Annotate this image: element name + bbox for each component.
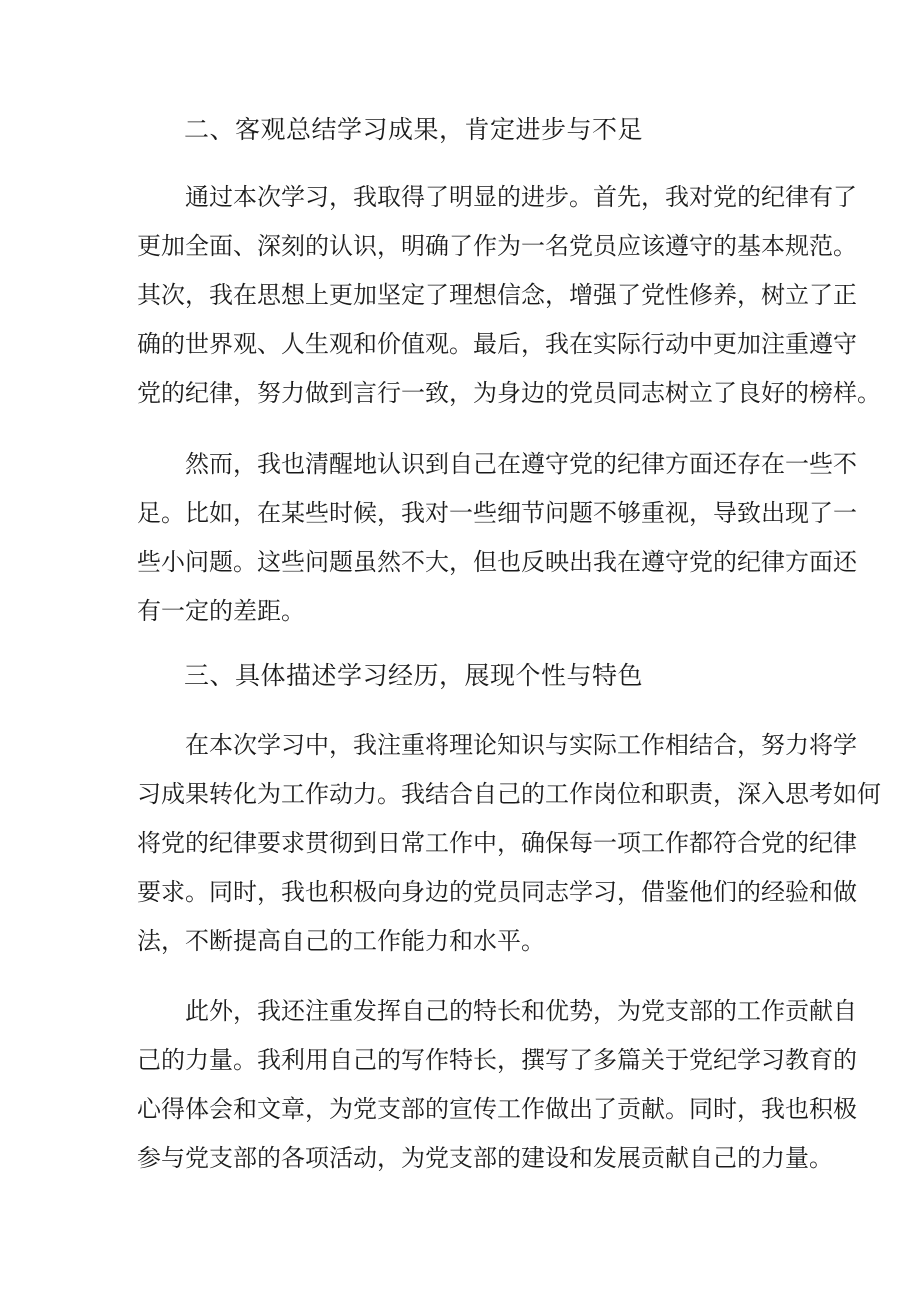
paragraph-line: 通过本次学习，我取得了明显的进步。首先，我对党的纪律有了 — [185, 183, 857, 211]
paragraph-line: 其次，我在思想上更加坚定了理想信念，增强了党性修养，树立了正 — [137, 281, 857, 309]
section-2-paragraph-2 — [137, 440, 857, 636]
section-3-paragraph-1 — [137, 721, 881, 966]
paragraph-line: 确的世界观、人生观和价值观。最后，我在实际行动中更加注重遵守 — [137, 330, 857, 358]
paragraph-line: 己的力量。我利用自己的写作特长，撰写了多篇关于党纪学习教育的 — [137, 1046, 857, 1074]
section-3-paragraph-2 — [137, 987, 857, 1183]
paragraph-line: 参与党支部的各项活动，为党支部的建设和发展贡献自己的力量。 — [137, 1144, 833, 1172]
paragraph-line: 足。比如，在某些时候，我对一些细节问题不够重视，导致出现了一 — [137, 499, 857, 527]
section-3-heading: 三、具体描述学习经历，展现个性与特色 — [184, 661, 644, 690]
section-2-paragraph-1 — [137, 173, 881, 418]
paragraph-line: 法，不断提高自己的工作能力和水平。 — [137, 927, 545, 955]
paragraph-line: 将党的纪律要求贯彻到日常工作中，确保每一项工作都符合党的纪律 — [137, 829, 857, 857]
paragraph-line: 然而，我也清醒地认识到自己在遵守党的纪律方面还存在一些不 — [185, 450, 857, 478]
paragraph-line: 此外，我还注重发挥自己的特长和优势，为党支部的工作贡献自 — [185, 997, 857, 1025]
paragraph-line: 更加全面、深刻的认识，明确了作为一名党员应该遵守的基本规范。 — [137, 232, 857, 260]
paragraph-line: 心得体会和文章，为党支部的宣传工作做出了贡献。同时，我也积极 — [137, 1095, 857, 1123]
paragraph-line: 党的纪律，努力做到言行一致，为身边的党员同志树立了良好的榜样。 — [137, 379, 881, 407]
section-2-heading: 二、客观总结学习成果，肯定进步与不足 — [184, 115, 644, 144]
paragraph-line: 些小问题。这些问题虽然不大，但也反映出我在遵守党的纪律方面还 — [137, 548, 857, 576]
paragraph-line: 在本次学习中，我注重将理论知识与实际工作相结合，努力将学 — [185, 731, 857, 759]
paragraph-line: 习成果转化为工作动力。我结合自己的工作岗位和职责，深入思考如何 — [137, 780, 881, 808]
paragraph-line: 要求。同时，我也积极向身边的党员同志学习，借鉴他们的经验和做 — [137, 878, 857, 906]
paragraph-line: 有一定的差距。 — [137, 597, 305, 625]
